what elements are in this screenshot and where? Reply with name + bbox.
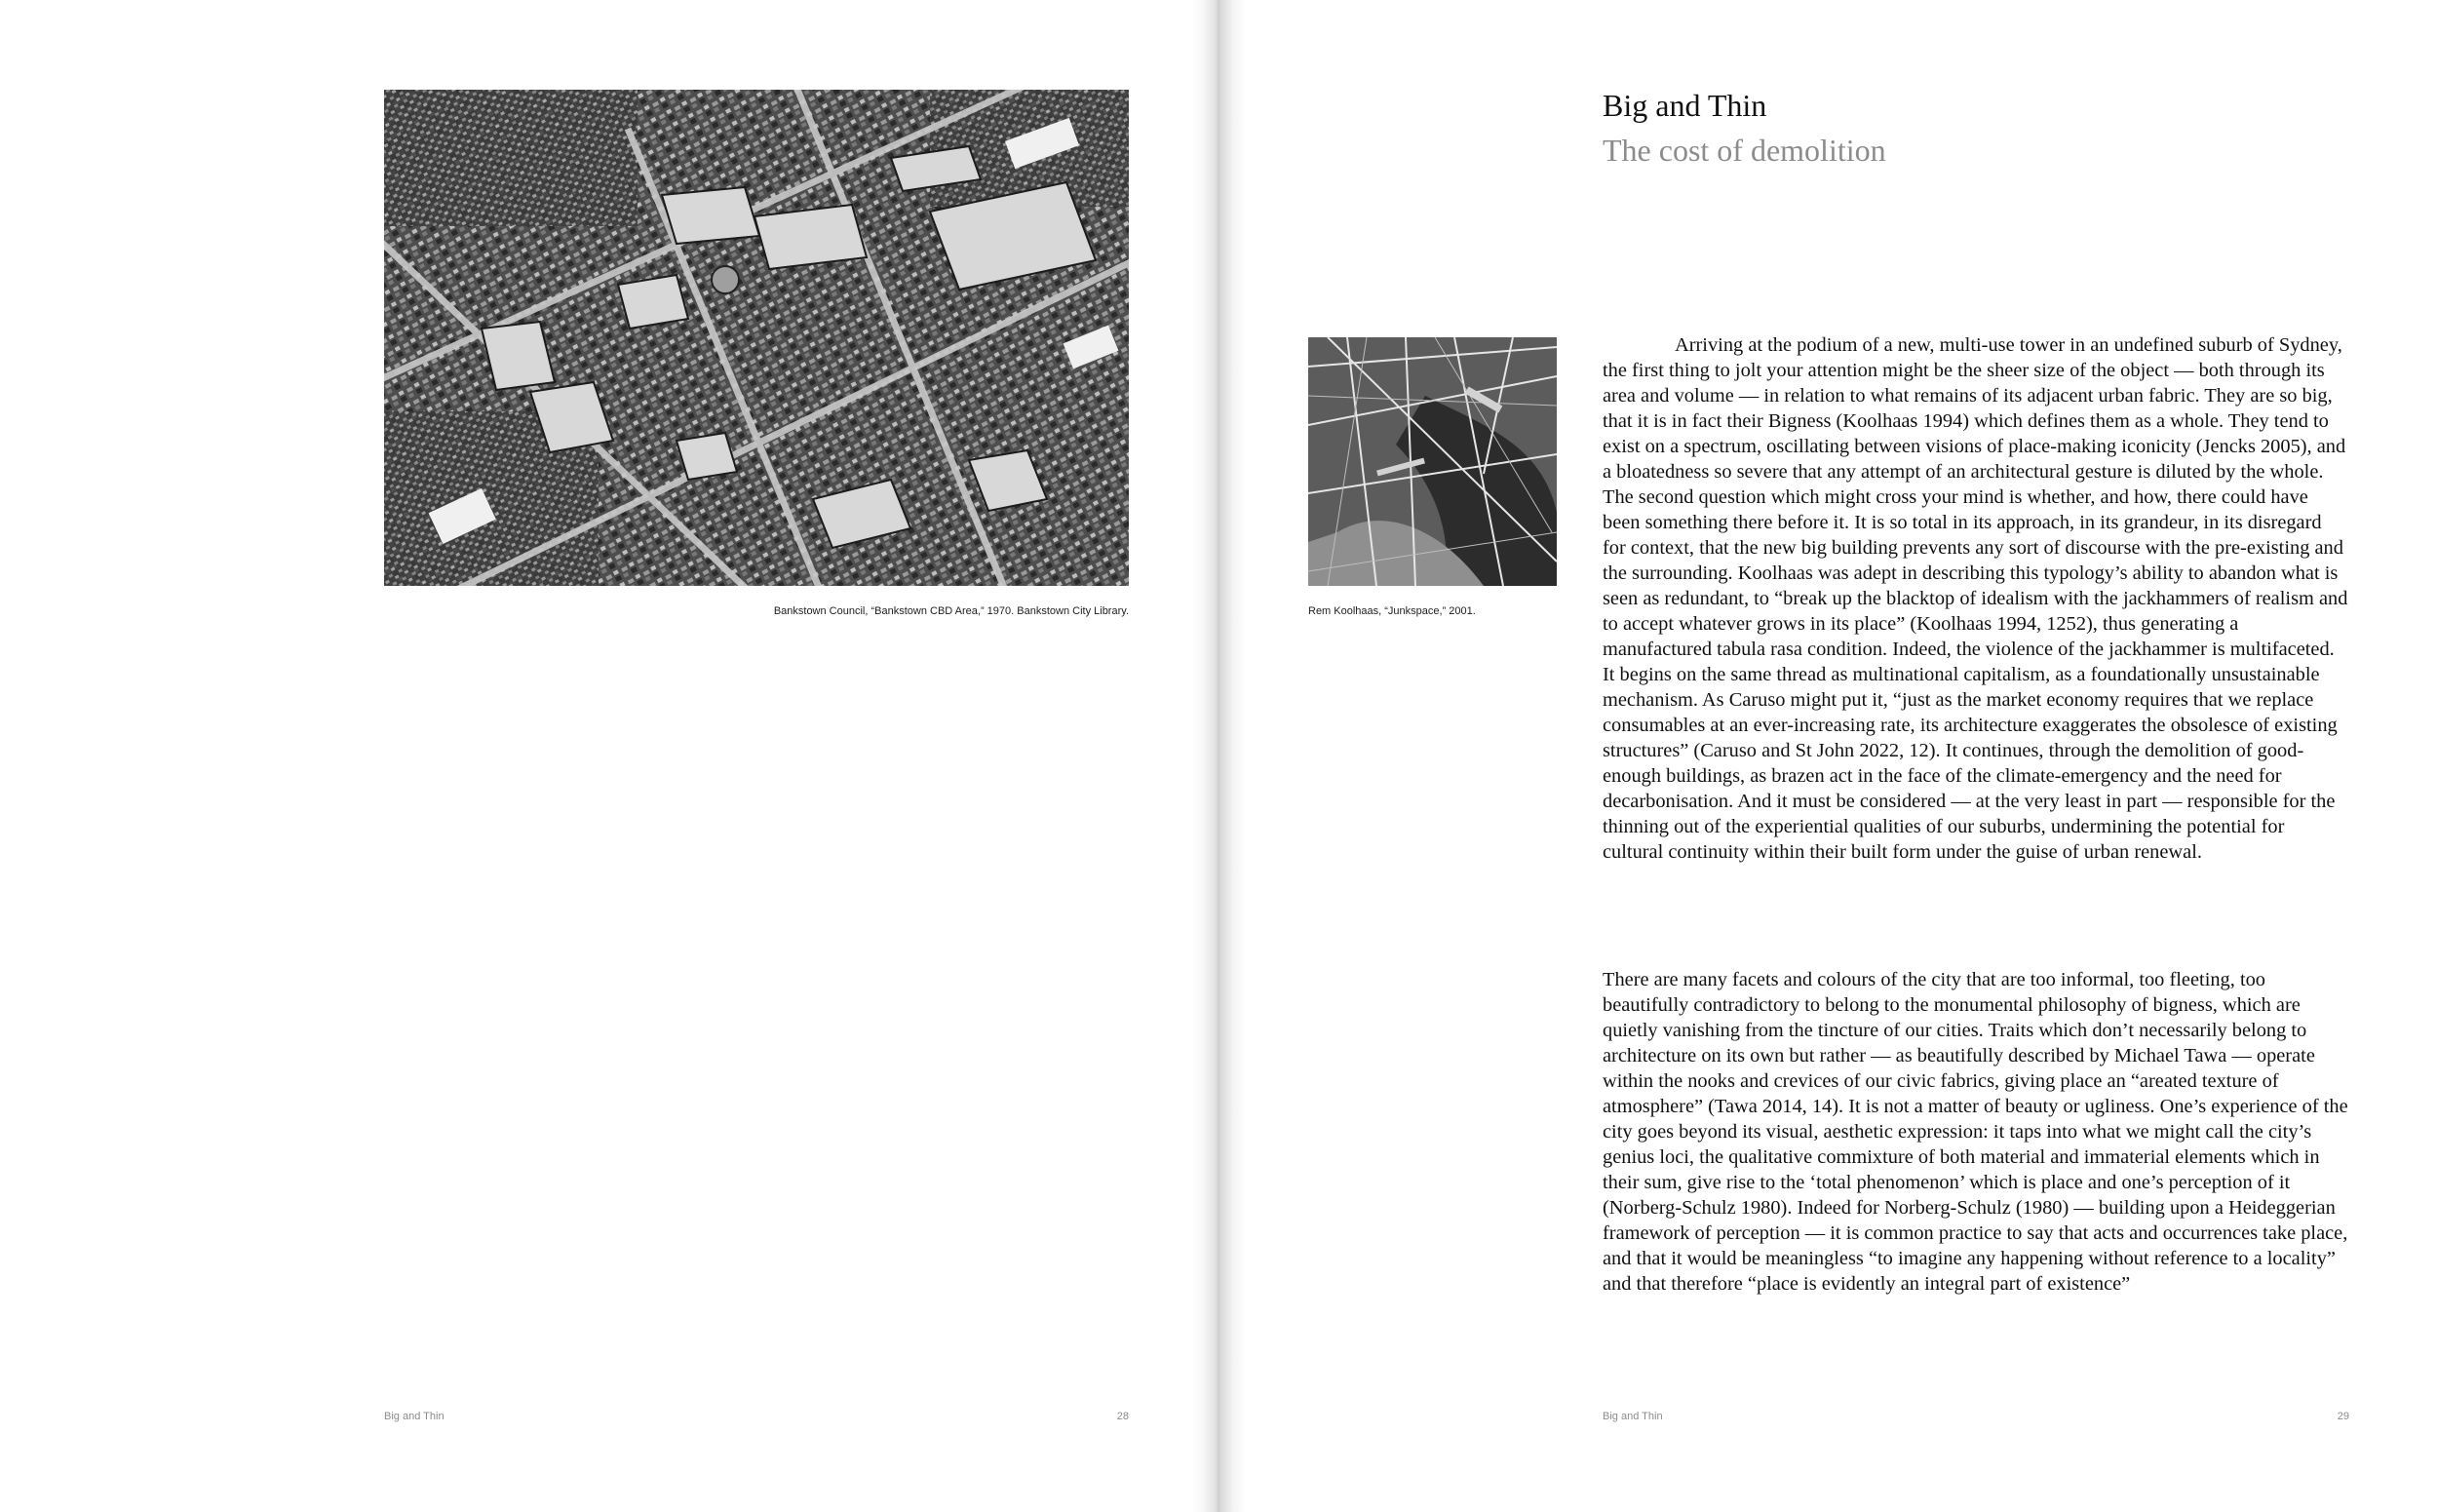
aerial-photo-caption: Bankstown Council, “Bankstown CBD Area,” 1970. Bankstown City Library. — [773, 605, 1129, 617]
right-running-footer: Big and Thin — [1603, 1411, 1663, 1422]
left-page-number: 28 — [1116, 1411, 1129, 1422]
left-running-footer: Big and Thin — [384, 1411, 445, 1422]
junkspace-illustration — [1308, 337, 1557, 586]
aerial-city-illustration — [384, 90, 1129, 586]
book-gutter — [1191, 0, 1246, 1512]
right-page-number: 29 — [2337, 1411, 2349, 1422]
chapter-subtitle: The cost of demolition — [1603, 133, 1886, 168]
aerial-city-photo — [384, 90, 1129, 586]
body-paragraph-2: There are many facets and colours of the city that are too informal, too fleeting, too beautifully contradictory to belong to the monumental philosophy of bigness, which are quietly vanishing from the tincture of our cities. Traits which don’t necessarily belong to architecture on its own but rather — as beautifully described by Michael Tawa — operate within the nooks and crevices of our civic fabrics, giving place an “areated texture of atmosphere” (Tawa 2014, 14). It is not a matter of beauty or ugliness. One’s experience of the city goes beyond its visual, aesthetic expression: it taps into what we might call the city’s genius loci, the qualitative commixture of both material and immaterial elements which in their sum, give rise to the ‘total phenomenon’ which is place and one’s perception of it (Norberg-Schulz 1980). Indeed for Norberg-Schulz (1980) — building upon a Heideggerian framework of perception — it is common practice to say that acts and occurrences take place, and that it would be meaningless “to imagine any happening without reference to a locality” and that therefore “place is evidently an integral part of existence” — [1603, 969, 2348, 1295]
junkspace-caption: Rem Koolhaas, “Junkspace,” 2001. — [1308, 605, 1476, 617]
junkspace-photo — [1308, 337, 1557, 586]
chapter-title: Big and Thin — [1603, 88, 1767, 123]
body-paragraph-1: Arriving at the podium of a new, multi-use tower in an undefined suburb of Sydney, the first thing to jolt your attention might be the sheer size of the object — both through its area and volume — in relation to what remains of its adjacent urban fabric. They are so big, that it is in fact their Bigness (Koolhaas 1994) which defines them as a whole. They tend to exist on a spectrum, oscillating between visions of place-making iconicity (Jencks 2005), and a bloatedness so severe that any attempt of an architectural gesture is diluted by the whole. The second question which might cross your mind is whether, and how, there could have been something there before it. It is so total in its approach, in its grandeur, in its disregard for context, that the new big building prevents any sort of discourse with the pre-existing and the surrounding. Koolhaas was adept in describing this typology’s ability to abandon what is seen as redundant, to “break up the blacktop of idealism with the jackhammers of realism and to accept whatever grows in its place” (Koolhaas 1994, 1252), thus generating a manufactured tabula rasa condition. Indeed, the violence of the jackhammer is multifaceted. It begins on the same thread as multinational capitalism, as a foundationally unsustainable mechanism. As Caruso might put it, “just as the market economy requires that we replace consumables at an ever-increasing rate, its architecture exaggerates the obsolesce of existing structures” (Caruso and St John 2022, 12). It continues, through the demolition of good-enough buildings, as brazen act in the face of the climate-emergency and the need for decarbonisation. And it must be considered — at the very least in part — responsible for the thinning out of the experiential qualities of our suburbs, undermining the potential for cultural continuity within their built form under the guise of urban renewal. — [1603, 334, 2348, 863]
